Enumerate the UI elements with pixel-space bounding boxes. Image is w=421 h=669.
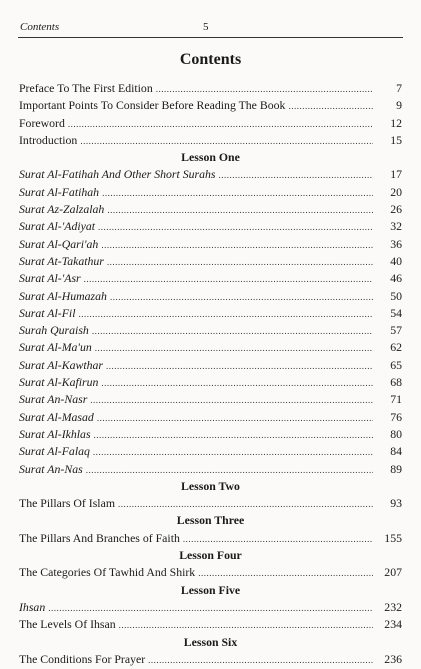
- dot-leader: [78, 306, 373, 323]
- toc-entry[interactable]: [19, 374, 402, 391]
- toc-entry-page-number: 68: [390, 375, 402, 390]
- dot-leader: [86, 462, 373, 479]
- running-head-page-number: 5: [203, 21, 209, 33]
- toc-entry-page-number: 7: [396, 81, 402, 95]
- dot-leader: [119, 617, 373, 634]
- toc-entry-title: Important Points To Consider Before Reading The Book: [19, 98, 286, 113]
- toc-entry-page-number: 26: [390, 202, 402, 217]
- dot-leader: [102, 185, 373, 202]
- toc-entry[interactable]: [19, 564, 402, 581]
- dot-leader: [107, 202, 373, 219]
- toc-entry[interactable]: [19, 599, 402, 616]
- toc-entry-title: Preface To The First Edition: [19, 81, 153, 95]
- toc-entry[interactable]: [19, 495, 402, 512]
- dot-leader: [183, 531, 373, 548]
- dot-leader: [106, 358, 373, 375]
- toc-entry[interactable]: [19, 530, 402, 547]
- toc-entry-title: Surat An-Nas: [19, 461, 83, 476]
- toc-entry[interactable]: [19, 426, 402, 443]
- dot-leader: [93, 444, 373, 461]
- toc-entry-title: The Levels Of Ihsan: [19, 617, 116, 632]
- toc-entry[interactable]: [19, 616, 402, 633]
- dot-leader: [198, 565, 373, 582]
- toc-entry-title: Introduction: [19, 132, 78, 147]
- toc-entry-page-number: 50: [390, 288, 402, 303]
- toc-entry-page-number: 20: [390, 184, 402, 199]
- toc-entry-title: The Pillars And Branches of Faith: [19, 530, 180, 545]
- dot-leader: [80, 133, 373, 150]
- dot-leader: [48, 600, 373, 617]
- dot-leader: [92, 323, 373, 340]
- dot-leader: [219, 167, 373, 184]
- toc-entry-page-number: 54: [390, 305, 402, 320]
- lesson-heading: Lesson Six: [183, 634, 238, 649]
- toc-entry[interactable]: [19, 115, 402, 132]
- table-of-contents: [19, 80, 402, 668]
- toc-entry-title: Foreword: [19, 115, 65, 130]
- toc-entry-page-number: 93: [390, 496, 402, 511]
- dot-leader: [107, 254, 373, 271]
- toc-entry[interactable]: [19, 97, 402, 114]
- toc-entry-page-number: 71: [390, 392, 402, 407]
- dot-leader: [118, 496, 373, 513]
- toc-entry[interactable]: [19, 443, 402, 460]
- lesson-heading: Lesson Four: [179, 548, 242, 563]
- toc-entry-title: Ihsan: [19, 599, 46, 614]
- toc-entry-page-number: 36: [390, 236, 402, 251]
- toc-entry-title: Surat Al-Qari'ah: [19, 236, 99, 251]
- toc-entry-title: Surat Al-Humazah: [19, 288, 107, 303]
- toc-entry-page-number: 155: [384, 530, 402, 545]
- dot-leader: [156, 81, 373, 98]
- dot-leader: [101, 237, 373, 254]
- toc-entry-page-number: 46: [390, 271, 402, 286]
- toc-entry-title: Surat Al-Fil: [19, 305, 76, 320]
- toc-entry[interactable]: [19, 80, 402, 97]
- toc-entry-page-number: 80: [390, 426, 402, 441]
- toc-entry[interactable]: [19, 288, 402, 305]
- toc-entry[interactable]: [19, 270, 402, 287]
- dot-leader: [148, 652, 373, 669]
- toc-entry-page-number: 232: [384, 599, 402, 614]
- toc-entry-title: Surah Quraish: [19, 323, 89, 338]
- toc-entry[interactable]: [19, 461, 402, 478]
- toc-entry-title: Surat Az-Zalzalah: [19, 202, 105, 217]
- toc-entry-page-number: 15: [390, 132, 402, 147]
- dot-leader: [98, 219, 373, 236]
- toc-entry-page-number: 65: [390, 357, 402, 372]
- toc-entry[interactable]: [19, 184, 402, 201]
- toc-entry-title: The Categories Of Tawhid And Shirk: [19, 565, 196, 580]
- toc-entry-title: Surat Al-Masad: [19, 409, 94, 424]
- toc-entry[interactable]: [19, 339, 402, 356]
- toc-entry[interactable]: [19, 218, 402, 235]
- toc-entry[interactable]: [19, 305, 402, 322]
- dot-leader: [84, 271, 373, 288]
- toc-entry[interactable]: [19, 132, 402, 149]
- toc-entry-title: Surat Al-Ikhlas: [19, 426, 91, 441]
- toc-entry-page-number: 40: [390, 253, 402, 268]
- lesson-heading: Lesson Five: [180, 582, 241, 597]
- dot-leader: [90, 392, 373, 409]
- dot-leader: [97, 410, 373, 427]
- toc-entry-page-number: 76: [390, 409, 402, 424]
- page-title: Contents: [179, 51, 242, 68]
- toc-entry-page-number: 9: [396, 98, 402, 113]
- dot-leader: [110, 289, 373, 306]
- lesson-heading: Lesson Two: [181, 478, 240, 493]
- toc-entry[interactable]: [19, 166, 402, 183]
- toc-entry-title: The Conditions For Prayer: [19, 651, 146, 666]
- toc-entry-page-number: 17: [390, 167, 402, 182]
- toc-entry[interactable]: [19, 409, 402, 426]
- toc-entry[interactable]: [19, 236, 402, 253]
- dot-leader: [95, 340, 373, 357]
- toc-entry-page-number: 89: [390, 461, 402, 476]
- dot-leader: [94, 427, 373, 444]
- toc-entry-page-number: 32: [390, 219, 402, 234]
- header-rule: [18, 37, 403, 38]
- lesson-heading: Lesson Three: [176, 513, 245, 528]
- toc-entry[interactable]: [19, 357, 402, 374]
- dot-leader: [288, 98, 373, 115]
- toc-entry-title: Surat Al-'Asr: [19, 271, 81, 286]
- toc-entry-page-number: 62: [390, 340, 402, 355]
- toc-entry-page-number: 12: [390, 115, 402, 130]
- toc-entry-page-number: 84: [390, 444, 402, 459]
- dot-leader: [68, 116, 373, 133]
- toc-entry-title: Surat Al-Kawthar: [19, 357, 104, 372]
- toc-entry-title: Surat Al-Fatihah: [19, 184, 100, 199]
- toc-entry-page-number: 207: [384, 565, 402, 580]
- toc-entry[interactable]: [19, 201, 402, 218]
- toc-entry-title: Surat Al-Ma'un: [19, 340, 92, 355]
- toc-entry-title: Surat Al-Fatihah And Other Short Surahs: [19, 167, 216, 182]
- toc-entry-title: Surat Al-Falaq: [19, 444, 90, 459]
- toc-entry-title: Surat Al-Kafirun: [19, 375, 99, 390]
- toc-entry-title: The Pillars Of Islam: [19, 496, 115, 511]
- toc-entry-page-number: 234: [384, 617, 402, 632]
- toc-entry-title: Surat At-Takathur: [19, 253, 104, 268]
- running-head-title: Contents: [20, 21, 60, 33]
- toc-entry[interactable]: [19, 253, 402, 270]
- toc-entry-title: Surat Al-'Adiyat: [19, 219, 96, 234]
- toc-entry-page-number: 236: [384, 651, 402, 666]
- toc-entry-page-number: 57: [390, 323, 402, 338]
- lesson-heading: Lesson One: [181, 150, 240, 165]
- dot-leader: [101, 375, 373, 392]
- toc-entry[interactable]: [19, 391, 402, 408]
- toc-entry[interactable]: [19, 322, 402, 339]
- toc-entry[interactable]: [19, 651, 402, 668]
- toc-entry-title: Surat An-Nasr: [19, 392, 88, 407]
